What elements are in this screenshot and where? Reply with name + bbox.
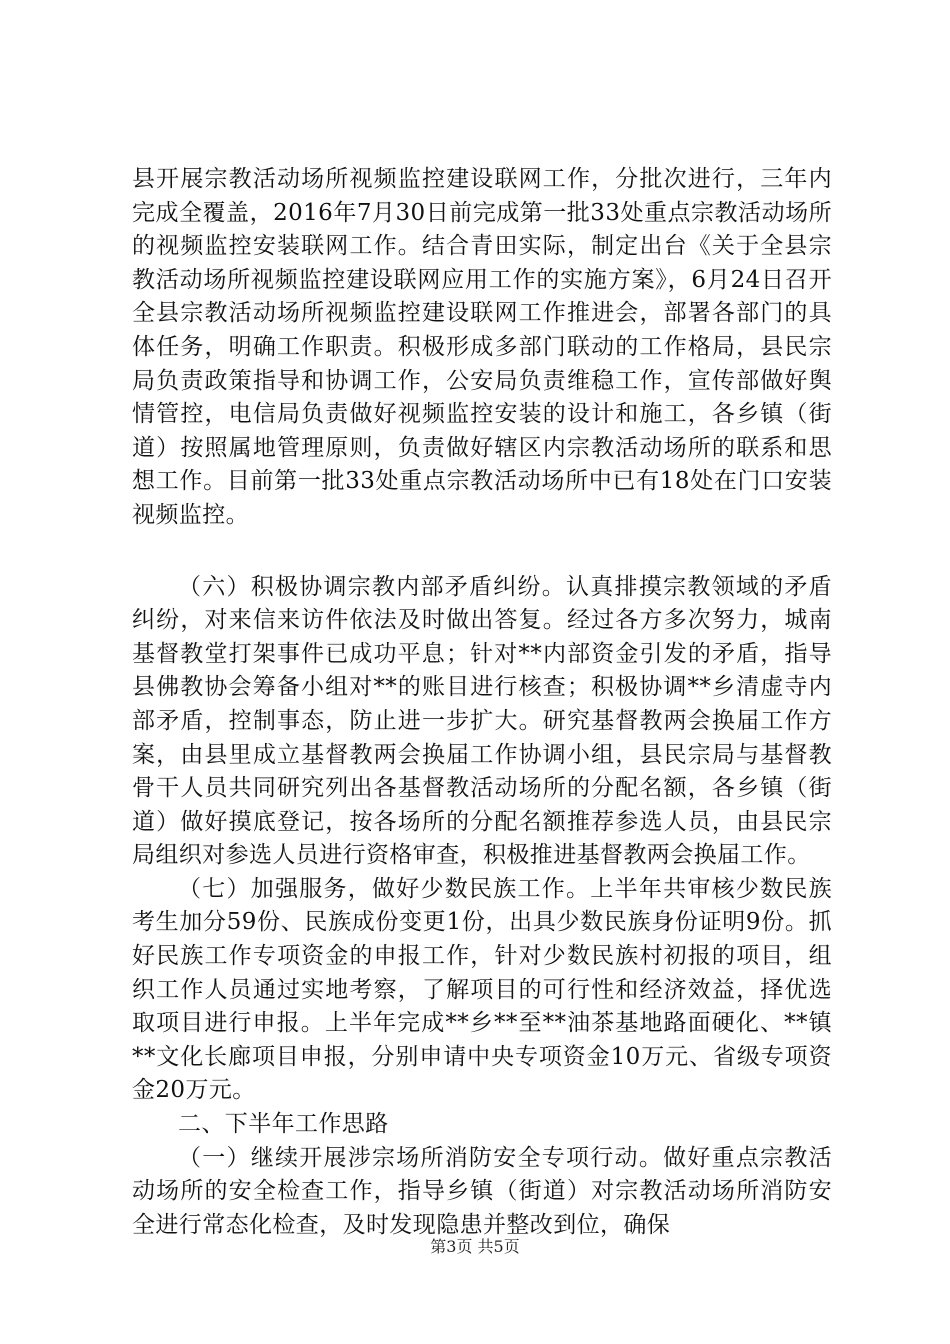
page-number-footer: 第3页 共5页 <box>430 1237 520 1256</box>
paragraph-gap <box>132 533 832 571</box>
document-body <box>132 163 832 1242</box>
section-heading-second-half-plan: 二、下半年工作思路 <box>178 1111 389 1138</box>
paragraph-ethnic-minority-work: （七）加强服务，做好少数民族工作。上半年共审核少数民族考生加分59份、民族成份变更1份，出具少数民族身份证明9份。抓好民族工作专项资金的申报工作，针对少数民族村初报的项目，组织工作人员通过实地考察，了解项目的可行性和经济效益，择优选取项目进行申报。上半年完成**乡**至**油茶基地路面硬化、**镇**文化长廊项目申报，分别申请中央专项资金10万元、省级专项资金20万元。 <box>132 875 832 1104</box>
paragraph-religious-disputes: （六）积极协调宗教内部矛盾纠纷。认真排摸宗教领域的矛盾纠纷，对来信来访件依法及时做出答复。经过各方多次努力，城南基督教堂打架事件已成功平息；针对**内部资金引发的矛盾，指导县佛教协会筹备小组对**的账目进行核查；积极协调**乡清虚寺内部矛盾，控制事态，防止进一步扩大。研究基督教两会换届工作方案，由县里成立基督教两会换届工作协调小组，县民宗局与基督教骨干人员共同研究列出各基督教活动场所的分配名额，各乡镇（街道）做好摸底登记，按各场所的分配名额推荐参选人员，由县民宗局组织对参选人员进行资格审查，积极推进基督教两会换届工作。 <box>132 573 832 869</box>
paragraph-fire-safety: （一）继续开展涉宗场所消防安全专项行动。做好重点宗教活动场所的安全检查工作，指导乡镇（街道）对宗教活动场所消防安全进行常态化检查，及时发现隐患并整改到位，确保 <box>132 1144 832 1238</box>
paragraph-video-surveillance: 县开展宗教活动场所视频监控建设联网工作，分批次进行，三年内完成全覆盖，2016年7月30日前完成第一批33处重点宗教活动场所的视频监控安装联网工作。结合青田实际，制定出台《关于全县宗教活动场所视频监控建设联网应用工作的实施方案》，6月24日召开全县宗教活动场所视频监控建设联网工作推进会，部署各部门的具体任务，明确工作职责。积极形成多部门联动的工作格局，县民宗局负责政策指导和协调工作，公安局负责维稳工作，宣传部做好舆情管控，电信局负责做好视频监控安装的设计和施工，各乡镇（街道）按照属地管理原则，负责做好辖区内宗教活动场所的联系和思想工作。目前第一批33处重点宗教活动场所中已有18处在门口安装视频监控。 <box>132 166 832 528</box>
